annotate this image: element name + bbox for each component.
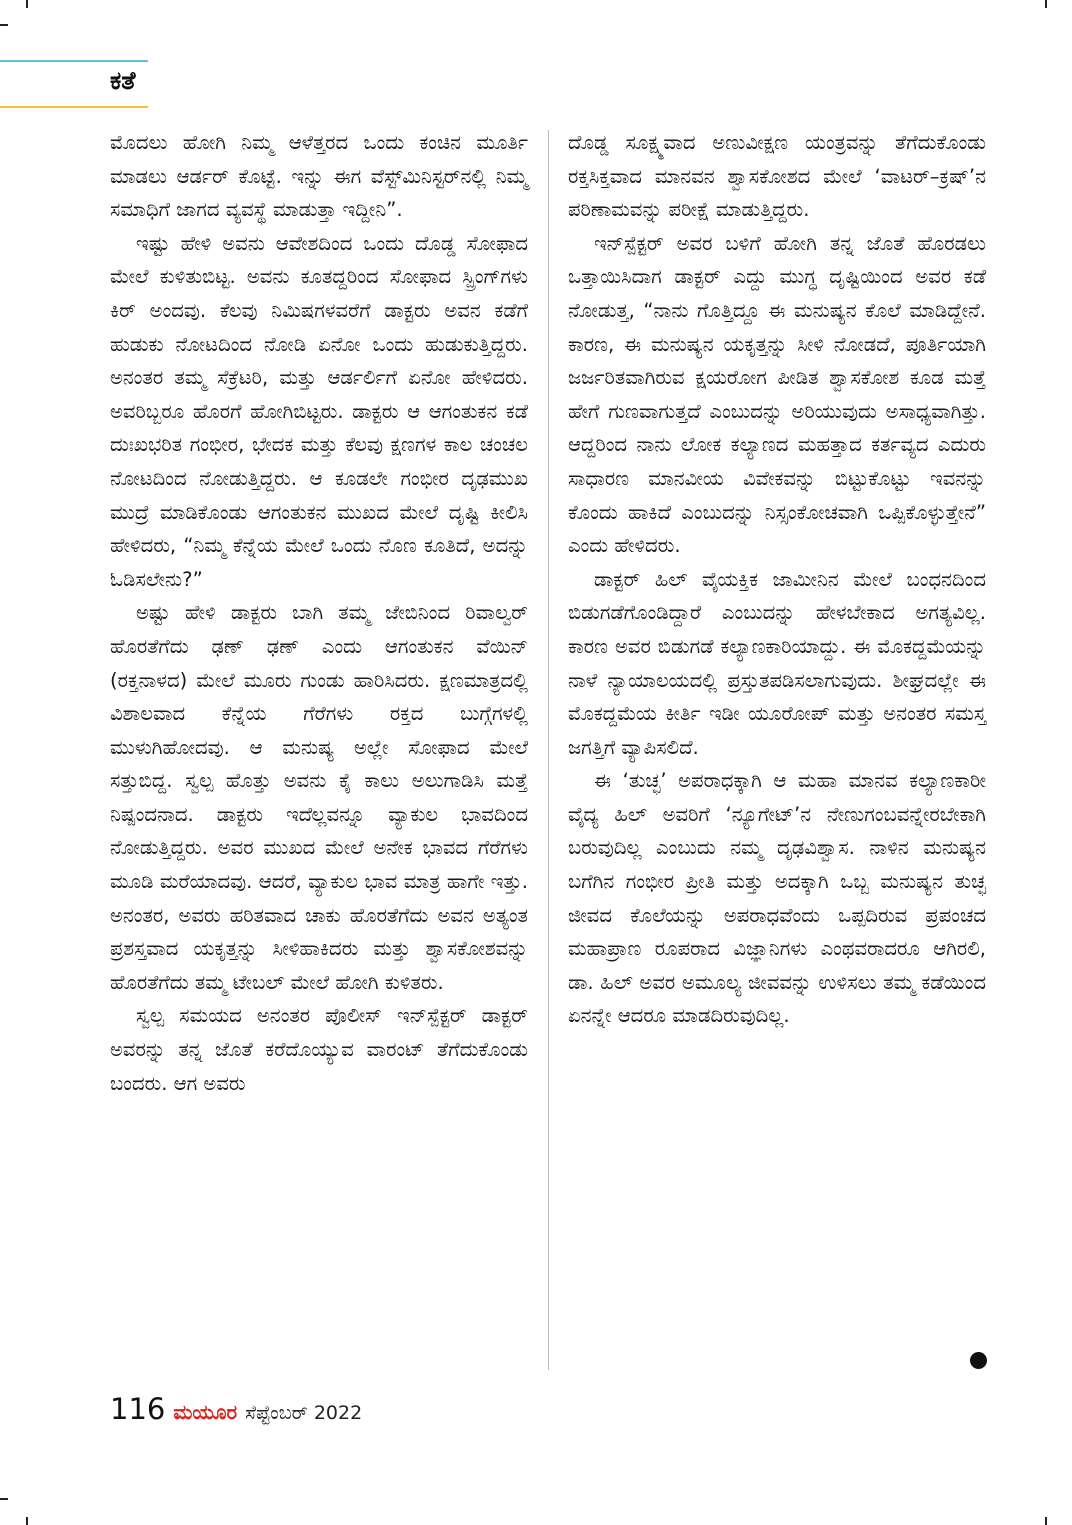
crop-mark	[1045, 0, 1047, 8]
article-paragraph: ಈ ‘ತುಚ್ಛ’ ಅಪರಾಧಕ್ಕಾಗಿ ಆ ಮಹಾ ಮಾನವ ಕಲ್ಯಾಣಕಾರೀ ವೈದ್ಯ ಹಿಲ್ ಅವರಿಗೆ ‘ನ್ಯೂಗೇಟ್’ನ ನೇಣುಗಂಬವನ್ನೇರಬೇಕಾಗಿ ಬರುವುದಿಲ್ಲ ಎಂಬುದು ನಮ್ಮ ದೃಢವಿಶ್ವಾಸ. ನಾಳಿನ ಮನುಷ್ಯನ ಬಗೆಗಿನ ಗಂಭೀರ ಪ್ರೀತಿ ಮತ್ತು ಅದಕ್ಕಾಗಿ ಒಬ್ಬ ಮನುಷ್ಯನ ತುಚ್ಛ ಜೀವದ ಕೊಲೆಯನ್ನು ಅಪರಾಧವೆಂದು ಒಪ್ಪದಿರುವ ಪ್ರಪಂಚದ ಮಹಾಪ್ರಾಣ ರೂಪರಾದ ವಿಜ್ಞಾನಿಗಳು ಎಂಥವರಾದರೂ ಆಗಿರಲಿ, ಡಾ. ಹಿಲ್ ಅವರ ಅಮೂಲ್ಯ ಜೀವವನ್ನು ಉಳಿಸಲು ತಮ್ಮ ಕಡೆಯಿಂದ ಏನನ್ನೇ ಆದರೂ ಮಾಡದಿರುವುದಿಲ್ಲ.	[568, 769, 986, 1028]
column-divider	[548, 130, 549, 1370]
issue-date: ಸೆಪ್ಟೆಂಬರ್ 2022	[245, 1402, 363, 1424]
article-paragraph: ಮೊದಲು ಹೋಗಿ ನಿಮ್ಮ ಆಳೆತ್ತರದ ಒಂದು ಕಂಚಿನ ಮೂರ್ತಿ ಮಾಡಲು ಆರ್ಡರ್ ಕೊಟ್ಟೆ. ಇನ್ನು ಈಗ ವೆಸ್ಟ್‌ಮಿನಿಸ್ಟರ್‌ನಲ್ಲಿ ನಿಮ್ಮ ಸಮಾಧಿಗೆ ಜಾಗದ ವ್ಯವಸ್ಥೆ ಮಾಡುತ್ತಾ ಇದ್ದೀನಿ”.	[110, 131, 528, 222]
section-rule-top	[0, 60, 148, 62]
crop-mark	[26, 0, 28, 8]
page-number: 116	[110, 1392, 166, 1426]
crop-mark	[26, 1517, 28, 1525]
magazine-logo: ಮಯೂರ	[173, 1400, 238, 1424]
right-column	[568, 126, 986, 1033]
section-label: ಕತೆ	[110, 66, 136, 95]
article-paragraph: ಸ್ವಲ್ಪ ಸಮಯದ ಅನಂತರ ಪೊಲೀಸ್ ಇನ್‌ಸ್ಪೆಕ್ಟರ್ ಡಾಕ್ಟರ್ ಅವರನ್ನು ತನ್ನ ಜೊತೆ ಕರೆದೊಯ್ಯುವ ವಾರಂಟ್ ತೆಗೆದುಕೊಂಡು ಬಂದರು. ಆಗ ಅವರು	[110, 1004, 528, 1095]
article-paragraph: ಇಷ್ಟು ಹೇಳಿ ಅವನು ಆವೇಶದಿಂದ ಒಂದು ದೊಡ್ಡ ಸೋಫಾದ ಮೇಲೆ ಕುಳಿತುಬಿಟ್ಟ. ಅವನು ಕೂತದ್ದರಿಂದ ಸೋಫಾದ ಸ್ಪ್ರಿಂಗ್‌ಗಳು ಕಿರ್ ಅಂದವು. ಕೆಲವು ನಿಮಿಷಗಳವರೆಗೆ ಡಾಕ್ಟರು ಅವನ ಕಡೆಗೆ ಹುಡುಕು ನೋಟದಿಂದ ನೋಡಿ ಏನೋ ಒಂದು ಹುಡುಕುತ್ತಿದ್ದರು. ಅನಂತರ ತಮ್ಮ ಸೆಕ್ರೆಟರಿ, ಮತ್ತು ಆರ್ಡರ್ಲಿಗೆ ಏನೋ ಹೇಳಿದರು. ಅವರಿಬ್ಬರೂ ಹೊರಗೆ ಹೋಗಿಬಿಟ್ಟರು. ಡಾಕ್ಟರು ಆ ಆಗಂತುಕನ ಕಡೆ ದುಃಖಭರಿತ ಗಂಭೀರ, ಭೇದಕ ಮತ್ತು ಕೆಲವು ಕ್ಷಣಗಳ ಕಾಲ ಚಂಚಲ ನೋಟದಿಂದ ನೋಡುತ್ತಿದ್ದರು. ಆ ಕೂಡಲೇ ಗಂಭೀರ ದೃಢಮುಖ ಮುದ್ರೆ ಮಾಡಿಕೊಂಡು ಆಗಂತುಕನ ಮುಖದ ಮೇಲೆ ದೃಷ್ಟಿ ಕೀಲಿಸಿ ಹೇಳಿದರು, “ನಿಮ್ಮ ಕೆನ್ನೆಯ ಮೇಲೆ ಒಂದು ನೊಣ ಕೂತಿದೆ, ಅದನ್ನು ಓಡಿಸಲೇನು?”	[110, 231, 528, 591]
page-footer	[110, 1392, 362, 1432]
crop-mark	[0, 1498, 8, 1500]
article-paragraph: ಅಷ್ಟು ಹೇಳಿ ಡಾಕ್ಟರು ಬಾಗಿ ತಮ್ಮ ಜೇಬಿನಿಂದ ರಿವಾಲ್ವರ್ ಹೊರತೆಗೆದು ಢಣ್ ಢಣ್ ಎಂದು ಆಗಂತುಕನ ವೆಯಿನ್ (ರಕ್ತನಾಳದ) ಮೇಲೆ ಮೂರು ಗುಂಡು ಹಾರಿಸಿದರು. ಕ್ಷಣಮಾತ್ರದಲ್ಲಿ ವಿಶಾಲವಾದ ಕೆನ್ನೆಯ ಗೆರೆಗಳು ರಕ್ತದ ಬುಗ್ಗೆಗಳಲ್ಲಿ ಮುಳುಗಿಹೋದವು. ಆ ಮನುಷ್ಯ ಅಲ್ಲೇ ಸೋಫಾದ ಮೇಲೆ ಸತ್ತುಬಿದ್ದ. ಸ್ವಲ್ಪ ಹೊತ್ತು ಅವನು ಕೈ ಕಾಲು ಅಲುಗಾಡಿಸಿ ಮತ್ತೆ ನಿಷ್ಪಂದನಾದ. ಡಾಕ್ಟರು ಇದೆಲ್ಲವನ್ನೂ ವ್ಯಾಕುಲ ಭಾವದಿಂದ ನೋಡುತ್ತಿದ್ದರು. ಅವರ ಮುಖದ ಮೇಲೆ ಅನೇಕ ಭಾವದ ಗೆರೆಗಳು ಮೂಡಿ ಮರೆಯಾದವು. ಆದರೆ, ವ್ಯಾಕುಲ ಭಾವ ಮಾತ್ರ ಹಾಗೇ ಇತ್ತು. ಅನಂತರ, ಅವರು ಹರಿತವಾದ ಚಾಕು ಹೊರತೆಗೆದು ಅವನ ಅತ್ಯಂತ ಪ್ರಶಸ್ತವಾದ ಯಕೃತ್ತನ್ನು ಸೀಳಿಹಾಕಿದರು ಮತ್ತು ಶ್ವಾಸಕೋಶವನ್ನು ಹೊರತೆಗೆದು ತಮ್ಮ ಟೇಬಲ್ ಮೇಲೆ ಹೋಗಿ ಕುಳಿತರು.	[110, 601, 528, 994]
article-paragraph: ದೊಡ್ಡ ಸೂಕ್ಷ್ಮವಾದ ಅಣುವೀಕ್ಷಣ ಯಂತ್ರವನ್ನು ತೆಗೆದುಕೊಂಡು ರಕ್ತಸಿಕ್ತವಾದ ಮಾನವನ ಶ್ವಾಸಕೋಶದ ಮೇಲೆ ‘ವಾಟರ್–ಕ್ರಷ್’ನ ಪರಿಣಾಮವನ್ನು ಪರೀಕ್ಷೆ ಮಾಡುತ್ತಿದ್ದರು.	[568, 131, 986, 222]
end-of-article-dot	[970, 1352, 987, 1369]
article-paragraph: ಇನ್‌ಸ್ಪೆಕ್ಟರ್ ಅವರ ಬಳಿಗೆ ಹೋಗಿ ತನ್ನ ಜೊತೆ ಹೊರಡಲು ಒತ್ತಾಯಿಸಿದಾಗ ಡಾಕ್ಟರ್ ಎದ್ದು ಮುಗ್ಧ ದೃಷ್ಟಿಯಿಂದ ಅವರ ಕಡೆ ನೋಡುತ್ತ, “ನಾನು ಗೊತ್ತಿದ್ದೂ ಈ ಮನುಷ್ಯನ ಕೊಲೆ ಮಾಡಿದ್ದೇನೆ. ಕಾರಣ, ಈ ಮನುಷ್ಯನ ಯಕೃತ್ತನ್ನು ಸೀಳಿ ನೋಡದೆ, ಪೂರ್ತಿಯಾಗಿ ಜರ್ಜರಿತವಾಗಿರುವ ಕ್ಷಯರೋಗ ಪೀಡಿತ ಶ್ವಾಸಕೋಶ ಕೂಡ ಮತ್ತೆ ಹೇಗೆ ಗುಣವಾಗುತ್ತದೆ ಎಂಬುದನ್ನು ಅರಿಯುವುದು ಅಸಾಧ್ಯವಾಗಿತ್ತು. ಆದ್ದರಿಂದ ನಾನು ಲೋಕ ಕಲ್ಯಾಣದ ಮಹತ್ತಾದ ಕರ್ತವ್ಯದ ಎದುರು ಸಾಧಾರಣ ಮಾನವೀಯ ವಿವೇಕವನ್ನು ಬಿಟ್ಟುಕೊಟ್ಟು ಇವನನ್ನು ಕೊಂದು ಹಾಕಿದೆ ಎಂಬುದನ್ನು ನಿಸ್ಸಂಕೋಚವಾಗಿ ಒಪ್ಪಿಕೊಳ್ಳುತ್ತೇನೆ” ಎಂದು ಹೇಳಿದರು.	[568, 231, 986, 558]
article-paragraph: ಡಾಕ್ಟರ್ ಹಿಲ್ ವೈಯಕ್ತಿಕ ಜಾಮೀನಿನ ಮೇಲೆ ಬಂಧನದಿಂದ ಬಿಡುಗಡೆಗೊಂಡಿದ್ದಾರೆ ಎಂಬುದನ್ನು ಹೇಳಬೇಕಾದ ಅಗತ್ಯವಿಲ್ಲ. ಕಾರಣ ಅವರ ಬಿಡುಗಡೆ ಕಲ್ಯಾಣಕಾರಿಯಾದ್ದು. ಈ ಮೊಕದ್ದಮೆಯನ್ನು ನಾಳೆ ನ್ಯಾಯಾಲಯದಲ್ಲಿ ಪ್ರಸ್ತುತಪಡಿಸಲಾಗುವುದು. ಶೀಘ್ರದಲ್ಲೇ ಈ ಮೊಕದ್ದಮೆಯ ಕೀರ್ತಿ ಇಡೀ ಯೂರೋಪ್ ಮತ್ತು ಅನಂತರ ಸಮಸ್ತ ಜಗತ್ತಿಗೆ ವ್ಯಾಪಿಸಲಿದೆ.	[568, 567, 986, 759]
left-column	[110, 126, 528, 1100]
crop-mark	[0, 24, 8, 26]
section-rule-bottom	[0, 106, 148, 108]
crop-mark	[1045, 1517, 1047, 1525]
